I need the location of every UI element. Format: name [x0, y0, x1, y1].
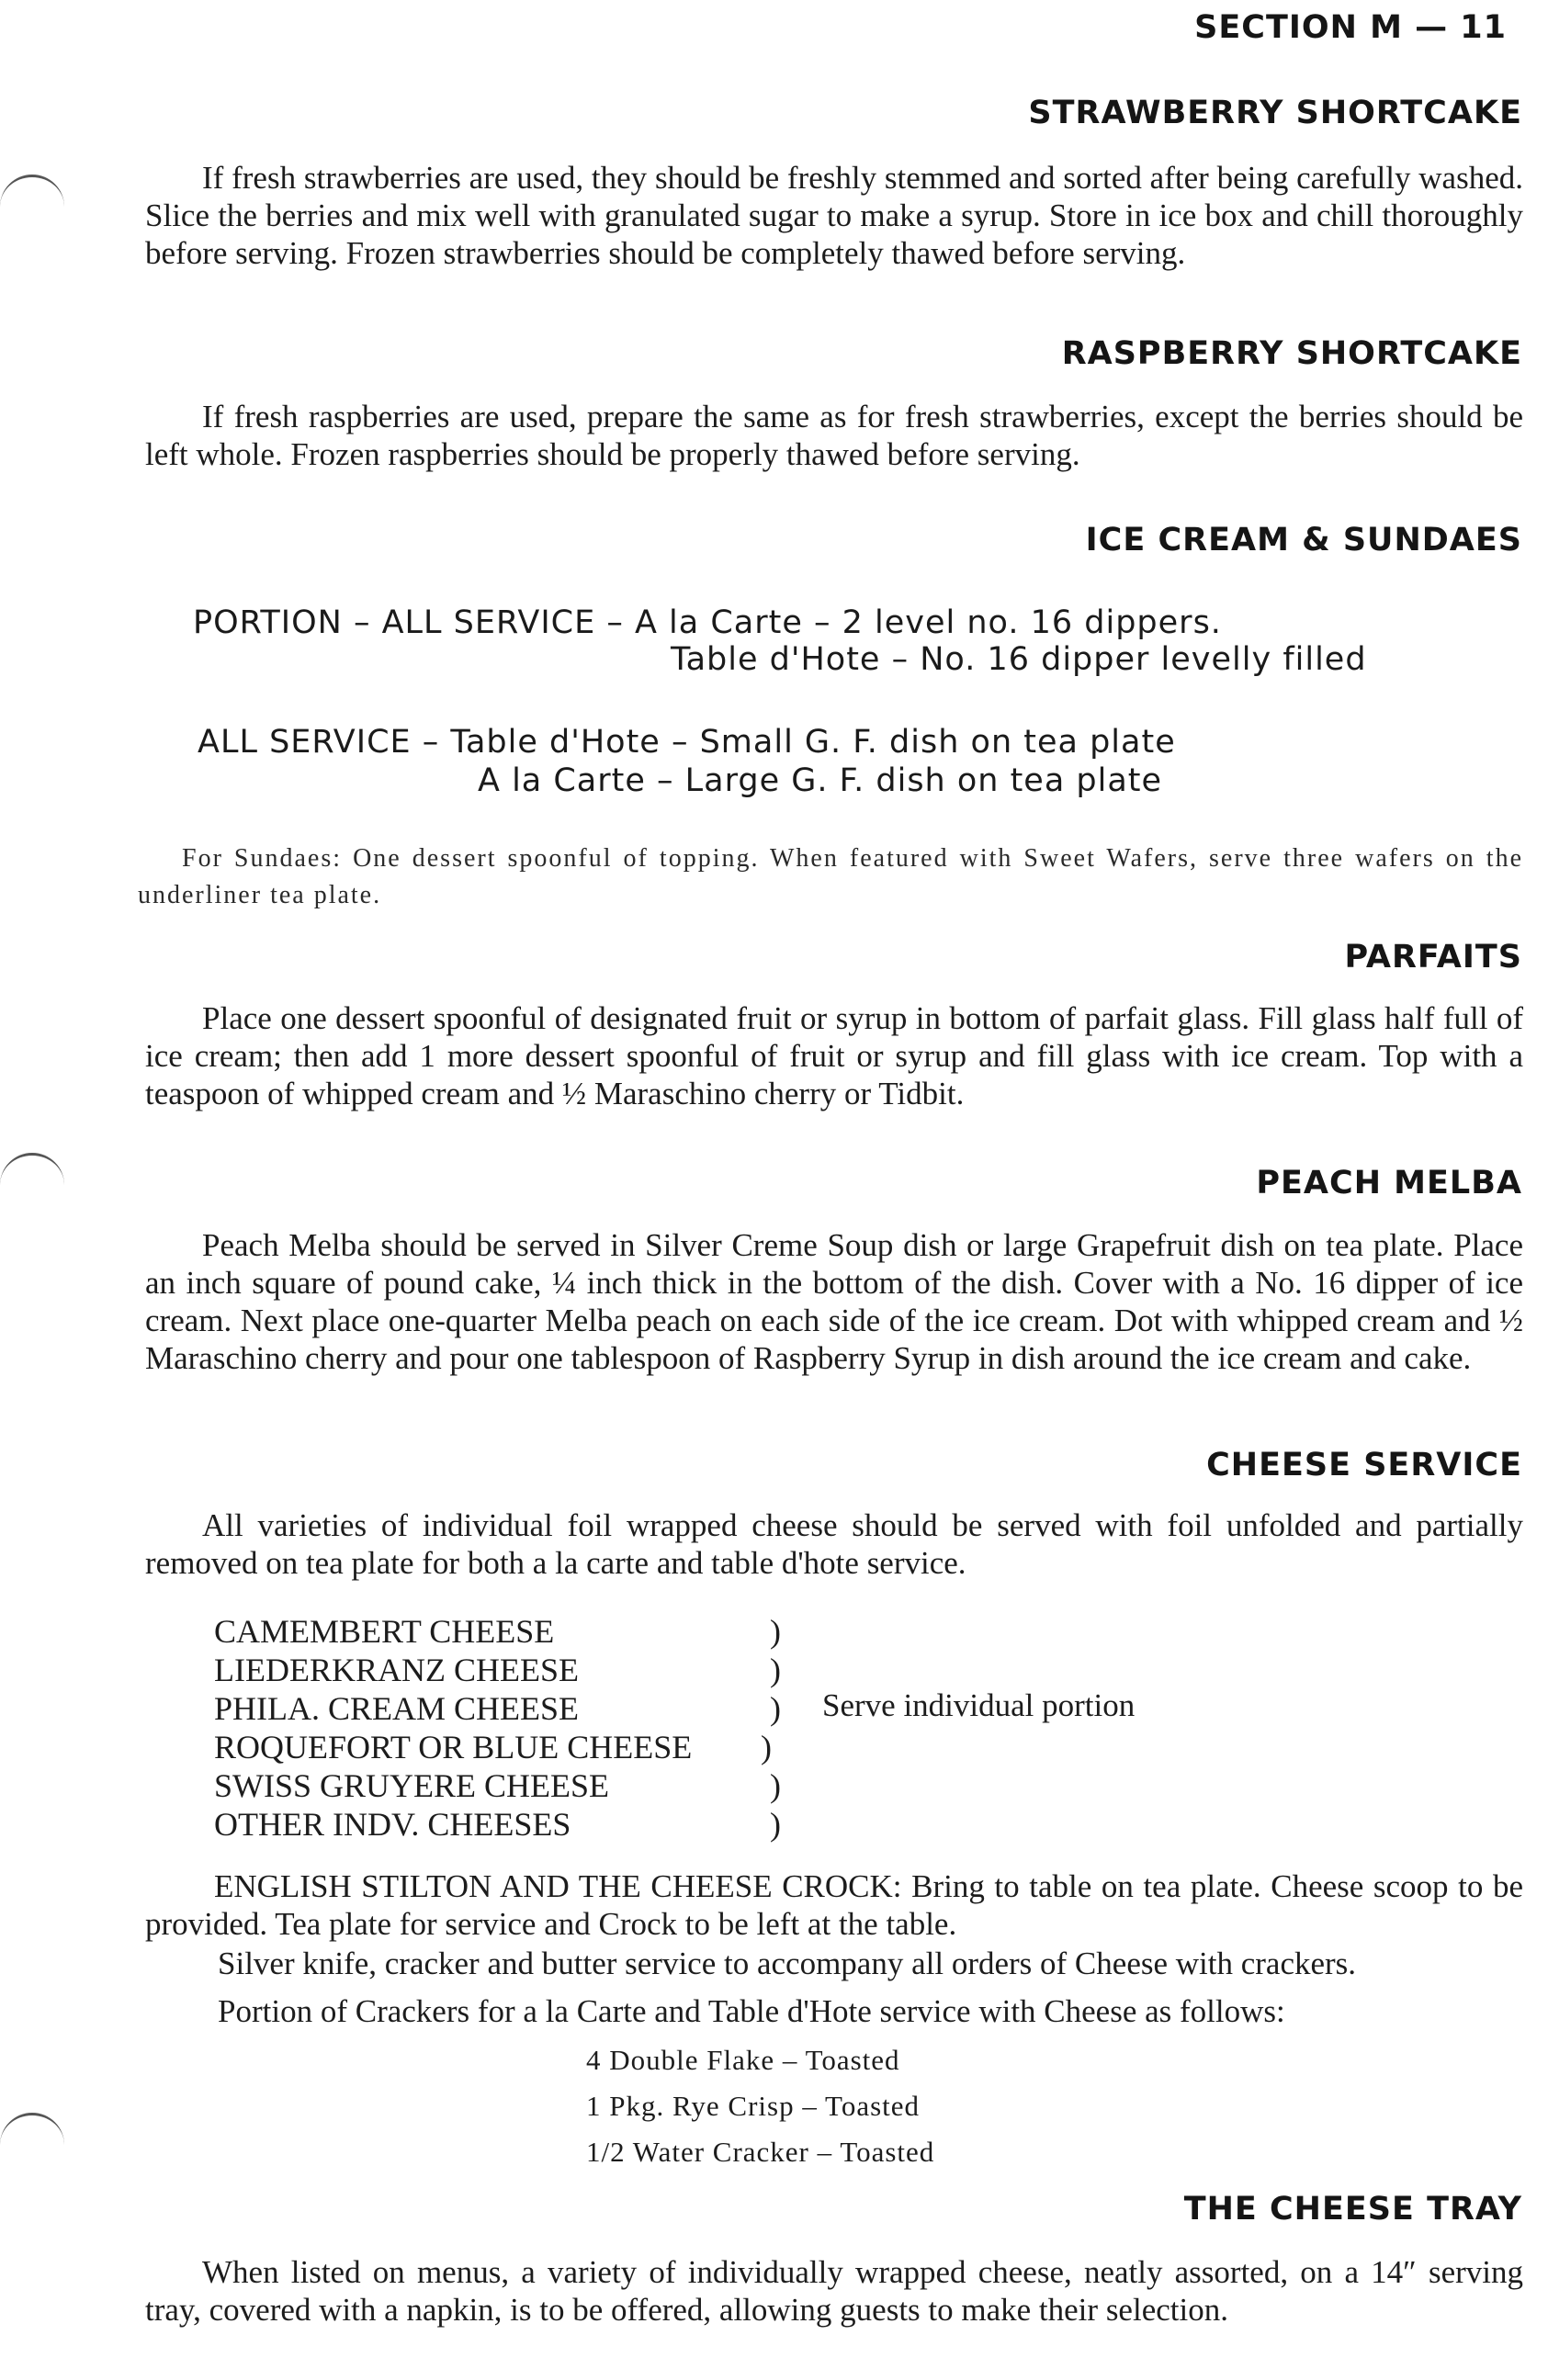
- cheese-variety: LIEDERKRANZ CHEESE: [214, 1652, 579, 1688]
- parfaits-text: Place one dessert spoonful of designated fruit or syrup in bottom of parfait glass. Fill glass half full of ice cream; then add 1 more dessert spoonful of fruit or syrup and fill glass with ice cream. Top with a teaspoon of whipped cream and ½ Maraschino cherry or Tidbit.: [145, 1000, 1523, 1111]
- tray-title: THE CHEESE TRAY: [1183, 2191, 1522, 2228]
- bracket-paren: ): [770, 1613, 781, 1650]
- cracker-item: 4 Double Flake – Toasted: [586, 2044, 900, 2076]
- strawberry-text: If fresh strawberries are used, they should be freshly stemmed and sorted after being carefully washed. Slice the berries and mix well with granulated sugar to make a syrup. Store in ice box and chill thoroughly before serving. Frozen strawberries should be completely thawed before serving.: [145, 160, 1523, 271]
- cheese-title: CHEESE SERVICE: [1206, 1447, 1522, 1483]
- bracket-paren: ): [770, 1767, 781, 1804]
- silver-service-text: Silver knife, cracker and butter service to accompany all orders of Cheese with crackers.: [218, 1946, 1357, 1981]
- service-line-2: A la Carte – Large G. F. dish on tea plate: [478, 762, 1163, 799]
- bracket-paren: ): [770, 1652, 781, 1688]
- raspberry-title: RASPBERRY SHORTCAKE: [1061, 335, 1522, 372]
- cheese-variety: CAMEMBERT CHEESE: [214, 1613, 555, 1650]
- cheese-variety: SWISS GRUYERE CHEESE: [214, 1767, 610, 1804]
- binder-hole-mark: [0, 2113, 64, 2152]
- sundae-note: For Sundaes: One dessert spoonful of topping. When featured with Sweet Wafers, serve three wafers on the underliner tea plate.: [138, 844, 1523, 909]
- cheese-text: All varieties of individual foil wrapped cheese should be served with foil unfolded and partially removed on tea plate for both a la carte and table d'hote service.: [145, 1507, 1523, 1581]
- tray-text: When listed on menus, a variety of individually wrapped cheese, neatly assorted, on a 14″ serving tray, covered with a napkin, is to be offered, allowing guests to make their selection.: [145, 2254, 1523, 2328]
- section-header: SECTION M — 11: [1194, 9, 1507, 46]
- portion-line-2: Table d'Hote – No. 16 dipper levelly filled: [671, 641, 1367, 678]
- raspberry-text: If fresh raspberries are used, prepare the same as for fresh strawberries, except the berries should be left whole. Frozen raspberries should be properly thawed before serving.: [145, 399, 1523, 472]
- service-line-1: ALL SERVICE – Table d'Hote – Small G. F. dish on tea plate: [198, 724, 1176, 761]
- peach-title: PEACH MELBA: [1256, 1165, 1522, 1201]
- stilton-text: ENGLISH STILTON AND THE CHEESE CROCK: Bring to table on tea plate. Cheese scoop to be provided. Tea plate for service and Crock to be left at the table.: [145, 1868, 1523, 1942]
- cracker-item: 1/2 Water Cracker – Toasted: [586, 2136, 935, 2168]
- bracket-paren: ): [770, 1806, 781, 1843]
- cracker-portion-text: Portion of Crackers for a la Carte and Table d'Hote service with Cheese as follows:: [218, 1993, 1285, 2029]
- cracker-item: 1 Pkg. Rye Crisp – Toasted: [586, 2090, 921, 2122]
- bracket-paren: ): [761, 1729, 772, 1765]
- icecream-title: ICE CREAM & SUNDAES: [1085, 522, 1522, 558]
- cheese-variety: PHILA. CREAM CHEESE: [214, 1690, 580, 1727]
- binder-hole-mark: [0, 1153, 64, 1192]
- cheese-variety: OTHER INDV. CHEESES: [214, 1806, 571, 1843]
- bracket-paren: ): [770, 1690, 781, 1727]
- cheese-variety: ROQUEFORT OR BLUE CHEESE: [214, 1729, 693, 1765]
- portion-line-1: PORTION – ALL SERVICE – A la Carte – 2 level no. 16 dippers.: [193, 604, 1222, 641]
- peach-text: Peach Melba should be served in Silver Creme Soup dish or large Grapefruit dish on tea plate. Place an inch square of pound cake, ¼ inch thick in the bottom of the dish. Cover with a No. 16 dipper of ice cream. Next place one-quarter Melba peach on each side of the ice cream. Dot with whipped cream and ½ Maraschino cherry and pour one tablespoon of Raspberry Syrup in dish around the ice cream and cake.: [145, 1227, 1523, 1376]
- binder-hole-mark: [0, 175, 64, 214]
- parfaits-title: PARFAITS: [1344, 939, 1522, 976]
- strawberry-title: STRAWBERRY SHORTCAKE: [1028, 95, 1522, 131]
- serve-note: Serve individual portion: [822, 1687, 1136, 1723]
